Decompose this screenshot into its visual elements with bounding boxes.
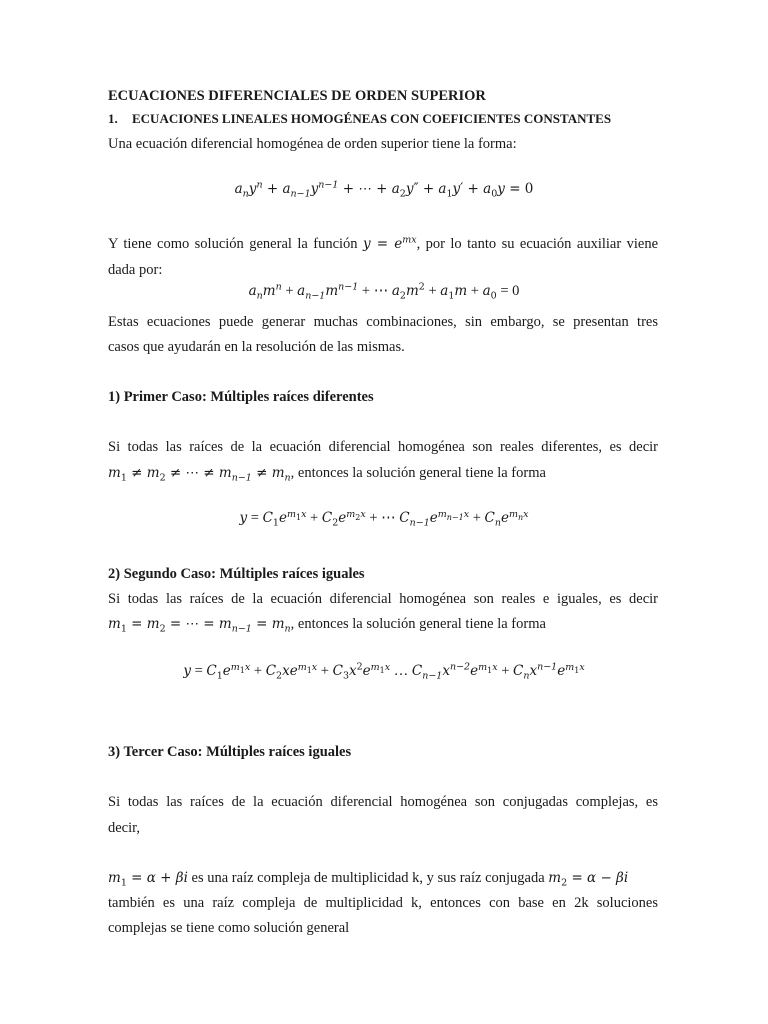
section-heading <box>108 106 658 132</box>
intro-paragraph: Una ecuación diferencial homogénea de orden superior tiene la forma: <box>108 136 517 152</box>
conjugate-root: $m_2 = \alpha - \beta i$ <box>548 870 629 889</box>
document-title: ECUACIONES DIFERENCIALES DE ORDEN SUPERIOR <box>108 88 486 104</box>
case-1-roots: $m_1 \ne m_2$ ≠ ⋯ ≠ $m_{n-1} \ne m_n$ <box>108 465 291 484</box>
section-title: ECUACIONES LINEALES HOMOGÉNEAS CON COEFICIENTES CONSTANTES <box>132 111 612 126</box>
complex-root: $m_1 = \alpha + \beta i$ <box>108 870 188 889</box>
equation-auxiliary: $a_nm^n + a_{n-1}m^{n-1}$ + ⋯ $a_2m^2 + a_1m + a_0 = 0$ <box>248 281 520 302</box>
equation-differential: $a_ny^n + a_{n-1}y^{n-1}$ + ⋯ + $a_2y'' + a_1y' + a_0y = 0$ <box>234 179 534 200</box>
case-2-line-1: Si todas las raíces de la ecuación diferencial homogénea son reales e iguales, es decir <box>108 591 658 607</box>
case-3-line-1: Si todas las raíces de la ecuación diferencial homogénea son conjugadas complejas, es <box>108 794 658 810</box>
case-2-roots: $m_1 = m_2$ = ⋯ = $m_{n-1} = m_n$ <box>108 616 291 635</box>
case-3-line-3-text: es una raíz compleja de multiplicidad k, y sus raíz conjugada <box>191 870 545 886</box>
equation-case-1: $y = C_1e^{m_1x} + C_2e^{m_2x}$ + ⋯ $C_{n-1}e^{m_{n-1}x} + C_ne^{m_nx}$ <box>239 508 529 529</box>
section-number: 1. <box>108 111 118 126</box>
case-3-line-3 <box>108 865 658 891</box>
case-2-line-2-text: , entonces la solución general tiene la forma <box>290 616 546 632</box>
combinations-line-1: Estas ecuaciones puede generar muchas combinaciones, sin embargo, se presentan tres <box>108 314 658 330</box>
general-solution-line <box>108 231 658 257</box>
combinations-line-2: casos que ayudarán en la resolución de las mismas. <box>108 339 405 355</box>
case-2-heading: 2) Segundo Caso: Múltiples raíces iguales <box>108 566 365 582</box>
equation-case-2: $y = C_1e^{m_1x} + C_2xe^{m_1x} + C_3x^2e^{m_1x}$ … $C_{n-1}x^{n-2}e^{m_1x} + C_nx^{n-1}e^{m_1x}$ <box>183 661 585 682</box>
case-1-heading: 1) Primer Caso: Múltiples raíces diferentes <box>108 389 374 405</box>
case-2-line-2 <box>108 611 658 637</box>
case-3-line-5: complejas se tiene como solución general <box>108 920 350 936</box>
case-1-line-2-text: , entonces la solución general tiene la forma <box>290 465 546 481</box>
case-1-line-2 <box>108 460 658 486</box>
case-3-line-2: decir, <box>108 820 141 836</box>
exponential-formula: $y = e^{mx}$ <box>363 234 417 252</box>
general-solution-line-2: dada por: <box>108 262 163 278</box>
case-1-line-1: Si todas las raíces de la ecuación diferencial homogénea son reales diferentes, es decir <box>108 439 658 455</box>
case-3-line-4: también es una raíz compleja de multiplicidad k, entonces con base en 2k soluciones <box>108 895 658 911</box>
text-after-formula: , por lo tanto su ecuación auxiliar viene <box>416 236 659 252</box>
text-before-formula: Y tiene como solución general la función <box>108 236 358 252</box>
case-3-heading: 3) Tercer Caso: Múltiples raíces iguales <box>108 744 352 760</box>
